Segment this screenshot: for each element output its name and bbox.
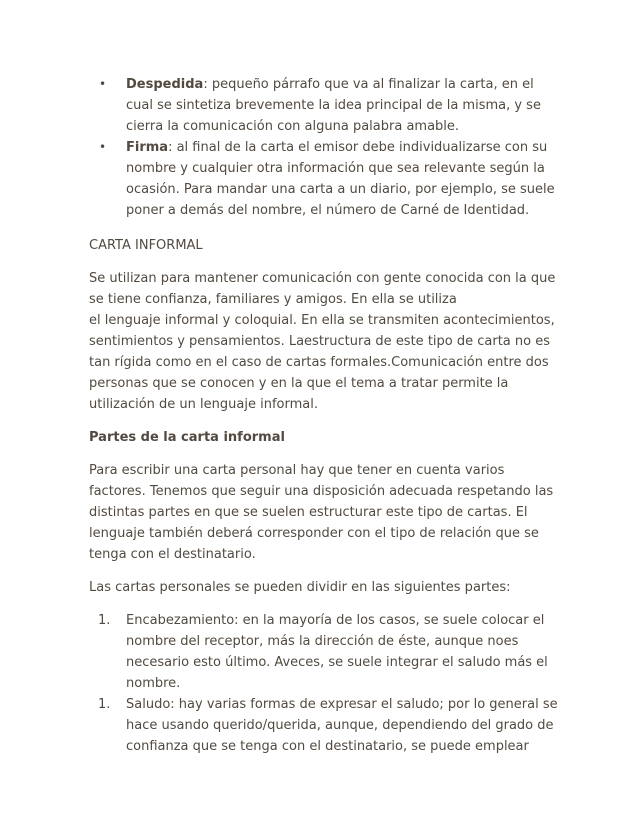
paragraph-partes: Para escribir una carta personal hay que tener en cuenta varios factores. Tenemos que seguir una disposición adecuada respetando las distintas partes en que se suelen estructurar este tipo de cartas. El lenguaje también deberá corresponder con el tipo de relación que se tenga con el destinatario. (89, 463, 554, 562)
bullet-item-despedida: • Despedida: pequeño párrafo que va al finalizar la carta, en el cual se sintetiza brevemente la idea principal de la misma, y se cierra la comunicación con alguna palabra amable. (89, 74, 559, 137)
list-number: 1. (98, 697, 111, 712)
paragraph-division: Las cartas personales se pueden dividir en las siguientes partes: (89, 580, 511, 595)
heading-carta-informal: CARTA INFORMAL (89, 238, 203, 253)
list-number: 1. (98, 613, 111, 628)
paragraph-informal: Se utilizan para mantener comunicación con gente conocida con la que se tiene confianza, familiares y amigos. En ella se utiliza el lenguaje informal y coloquial. En ella se transmiten acontecimientos, sentimientos y pensamientos. Laestructura de este tipo de carta no es tan rígida como en el caso de cartas formales.Comunicación entre dos personas que se conocen y en la que el tema a tratar permite la utilización de un lenguaje informal. (89, 271, 556, 412)
numbered-item-encabezamiento: 1. Encabezamiento: en la mayoría de los casos, se suele colocar el nombre del receptor, más la dirección de éste, aunque noes necesario esto último. Aveces, se suele integrar el saludo más el nombre. (89, 610, 559, 694)
document-page (89, 74, 559, 757)
term-firma: Firma (126, 140, 169, 155)
numbered-item-saludo: 1. Saludo: hay varias formas de expresar el saludo; por lo general se hace usando querido/querida, aunque, dependiendo del grado de confianza que se tenga con el destinatario, se puede emplear (89, 694, 559, 757)
bullet-icon: • (99, 77, 107, 91)
heading-partes: Partes de la carta informal (89, 430, 285, 445)
bullet-item-firma: • Firma: al final de la carta el emisor debe individualizarse con su nombre y cualquier otra información que sea relevante según la ocasión. Para mandar una carta a un diario, por ejemplo, se suele poner a demás del nombre, el número de Carné de Identidad. (89, 137, 559, 221)
bullet-icon: • (99, 140, 107, 154)
term-despedida: Despedida (126, 77, 204, 92)
